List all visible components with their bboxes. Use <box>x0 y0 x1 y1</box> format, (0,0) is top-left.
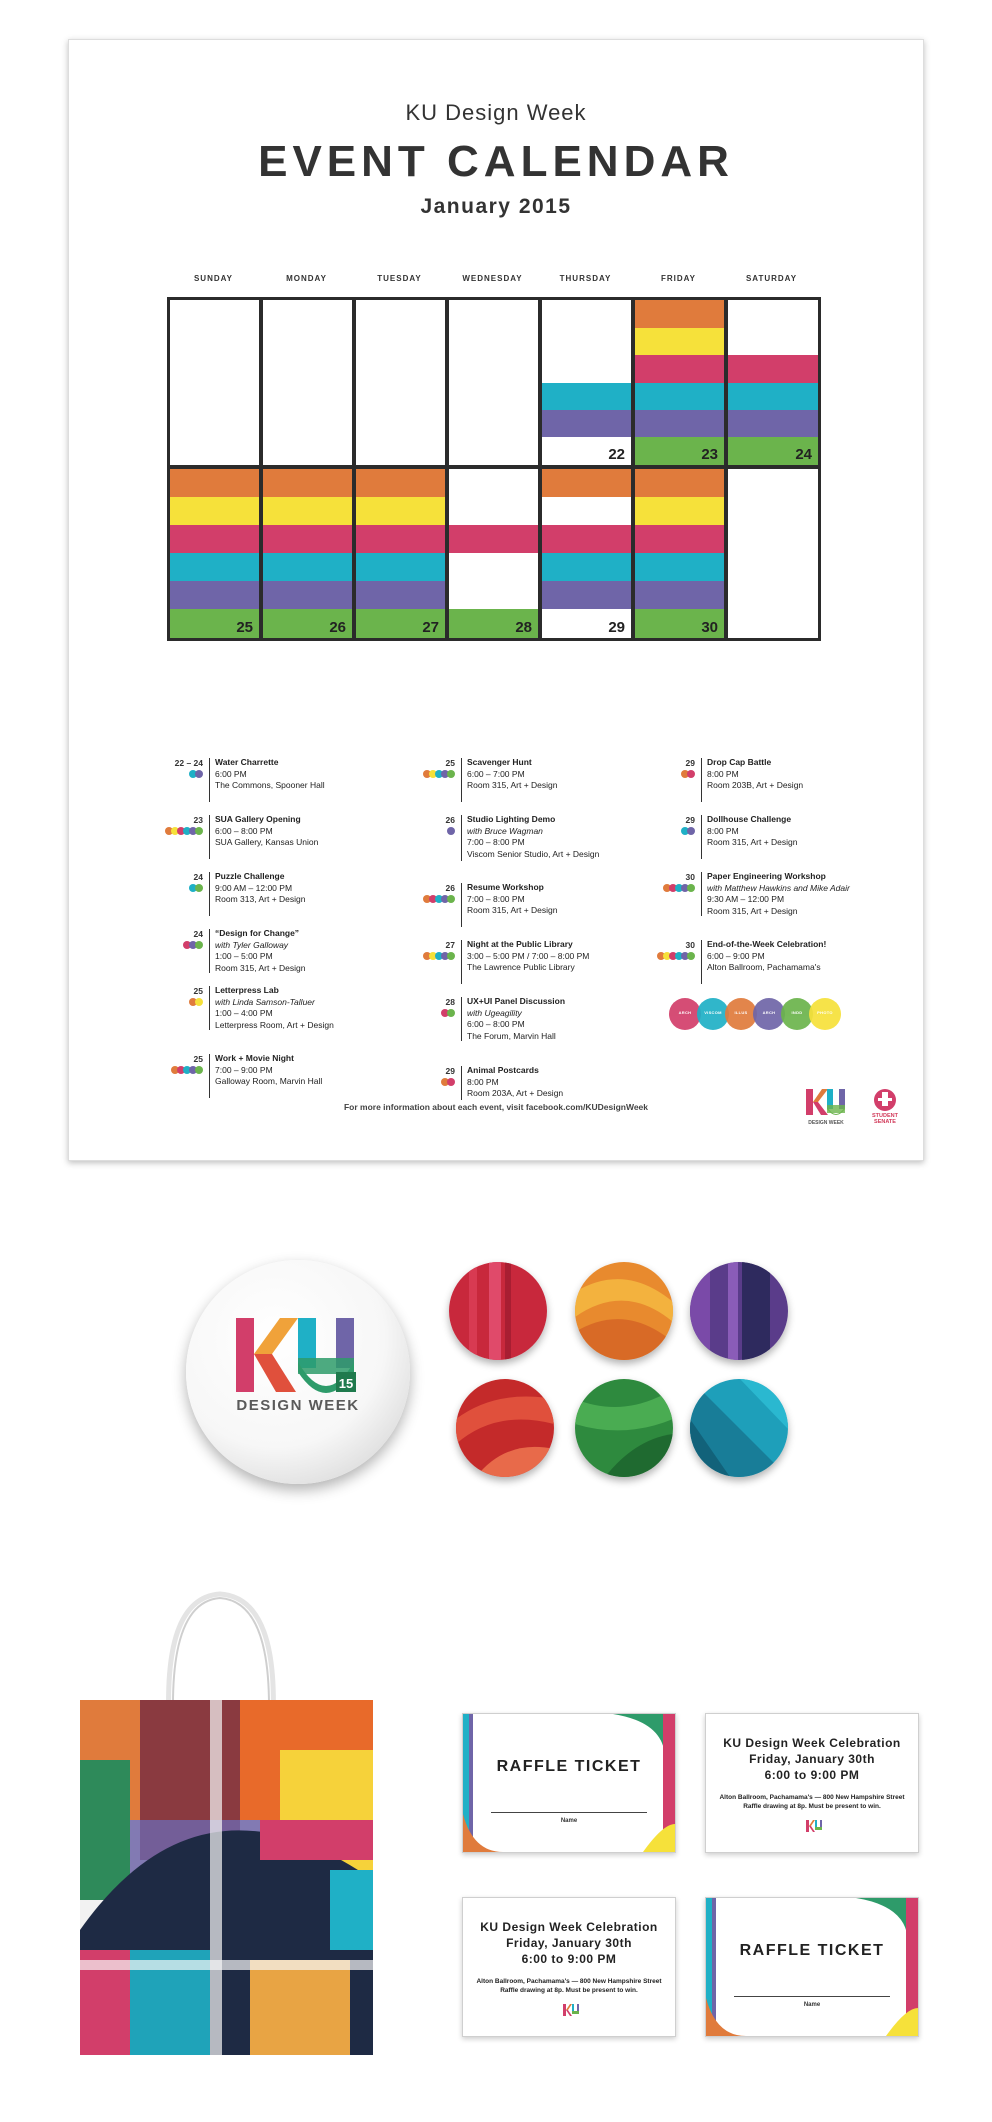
category-dot <box>447 827 455 835</box>
event-bar-pink <box>635 525 724 553</box>
event-bar-cyan <box>170 553 259 581</box>
weekday-tuesday: TUESDAY <box>377 274 422 283</box>
purple-stripe-button <box>690 1262 788 1360</box>
event-item <box>399 939 659 989</box>
event-location: Room 315, Art + Design <box>467 905 558 915</box>
event-item <box>147 928 407 978</box>
celebration-note: Raffle drawing at 8p. Must be present to win. <box>743 1803 881 1810</box>
calendar-cell-empty <box>356 300 445 465</box>
legend-label: VISCOM <box>704 1010 722 1015</box>
name-line <box>491 1812 647 1813</box>
event-title: Scavenger Hunt <box>467 757 532 767</box>
celebration-title: KU Design Week Celebration <box>723 1736 901 1750</box>
divider <box>209 986 210 1030</box>
event-host: with Tyler Galloway <box>215 939 289 950</box>
event-bar-yellow <box>635 328 724 355</box>
divider <box>209 929 210 973</box>
ku-mini-logo <box>806 1820 822 1832</box>
category-dot <box>195 1066 203 1074</box>
name-label: Name <box>560 1818 578 1824</box>
event-location: SUA Gallery, Kansas Union <box>215 837 319 847</box>
category-dot <box>687 827 695 835</box>
weekday-thursday: THURSDAY <box>559 274 612 283</box>
event-date: 25 <box>445 758 455 768</box>
event-date: 28 <box>445 997 455 1007</box>
event-date: 29 <box>685 758 695 768</box>
day-number: 24 <box>795 446 812 463</box>
event-bar-cyan <box>635 553 724 581</box>
ku-mini-logo <box>563 2004 579 2016</box>
celebration-time: 6:00 to 9:00 PM <box>521 1952 617 1966</box>
event-item <box>399 882 659 932</box>
event-category-dots <box>147 998 203 1006</box>
divider <box>461 1066 462 1100</box>
event-bar-pink <box>542 525 631 553</box>
orange-swirl-button <box>575 1262 673 1360</box>
ku-logo-icon <box>232 1314 364 1400</box>
event-bar-purple <box>263 581 352 609</box>
event-title: SUA Gallery Opening <box>215 814 301 824</box>
category-dot <box>195 770 203 778</box>
event-bar-purple <box>728 410 818 437</box>
event-bar-cyan <box>728 383 818 410</box>
calendar-cell-23 <box>635 300 724 465</box>
event-bar-cyan <box>542 553 631 581</box>
weekday-sunday: SUNDAY <box>193 274 234 283</box>
calendar-cell-22 <box>542 300 631 465</box>
event-time: 8:00 PM <box>707 825 739 836</box>
divider <box>701 758 702 802</box>
event-bar-orange <box>170 469 259 497</box>
event-title: “Design for Change” <box>215 928 300 938</box>
category-dot <box>195 941 203 949</box>
event-host: with Matthew Hawkins and Mike Adair <box>707 882 850 893</box>
event-bar-purple <box>542 410 631 437</box>
day-number: 30 <box>701 619 718 636</box>
event-bar-pink <box>170 525 259 553</box>
celebration-card <box>705 1713 919 1853</box>
event-item <box>399 996 659 1046</box>
calendar-cell-27 <box>356 469 445 638</box>
event-item <box>147 985 407 1035</box>
category-dot <box>687 952 695 960</box>
event-location: Galloway Room, Marvin Hall <box>215 1076 323 1086</box>
event-bar-cyan <box>263 553 352 581</box>
legend-circle <box>809 998 841 1030</box>
calendar-cell-25 <box>170 469 259 638</box>
event-category-dots <box>639 770 695 778</box>
legend-label: ILLUS <box>734 1010 748 1015</box>
event-time: 9:30 AM – 12:00 PM <box>707 894 785 904</box>
event-bar-purple <box>170 581 259 609</box>
event-title: Studio Lighting Demo <box>467 814 556 824</box>
logo-caption: DESIGN WEEK <box>808 1120 844 1126</box>
day-number: 25 <box>236 619 253 636</box>
event-item <box>639 814 899 864</box>
event-item <box>147 814 407 864</box>
event-title: Animal Postcards <box>467 1065 539 1075</box>
category-dot <box>447 770 455 778</box>
event-date: 25 <box>193 1054 203 1064</box>
event-bar-yellow <box>263 497 352 525</box>
event-time: 6:00 – 7:00 PM <box>467 768 525 779</box>
raffle-ticket-card <box>462 1713 676 1853</box>
event-bar-cyan <box>542 383 631 410</box>
event-time: 8:00 PM <box>707 768 739 779</box>
event-date: 25 <box>193 986 203 996</box>
celebration-location: Alton Ballroom, Pachamama's — 800 New Hampshire Street <box>719 1794 905 1801</box>
event-title: Dollhouse Challenge <box>707 814 792 824</box>
event-bar-yellow <box>170 497 259 525</box>
divider <box>461 815 462 861</box>
event-title: End-of-the-Week Celebration! <box>707 939 827 949</box>
event-time: 8:00 PM <box>467 1076 499 1087</box>
celebration-note: Raffle drawing at 8p. Must be present to win. <box>500 1987 638 1994</box>
calendar-cell-30 <box>635 469 724 638</box>
category-dot <box>687 884 695 892</box>
event-title: Work + Movie Night <box>215 1053 294 1063</box>
event-location: Room 315, Art + Design <box>215 962 306 973</box>
event-time: 6:00 – 9:00 PM <box>707 950 765 961</box>
divider <box>461 940 462 984</box>
divider <box>461 997 462 1041</box>
event-category-dots <box>399 827 455 835</box>
event-time: 1:00 – 5:00 PM <box>215 951 273 961</box>
category-dot <box>447 1009 455 1017</box>
weekday-wednesday: WEDNESDAY <box>462 274 523 283</box>
event-bar-orange <box>263 469 352 497</box>
category-dot <box>447 952 455 960</box>
event-date: 30 <box>685 940 695 950</box>
poster-title: EVENT CALENDAR <box>258 137 734 186</box>
event-title: Night at the Public Library <box>467 939 573 949</box>
event-bar-yellow <box>356 497 445 525</box>
weekday-friday: FRIDAY <box>660 274 697 283</box>
shopping-bag <box>80 1700 373 2055</box>
legend-label: PHOTO <box>817 1010 833 1015</box>
event-bar-orange <box>356 469 445 497</box>
event-item <box>399 814 659 864</box>
event-location: The Forum, Marvin Hall <box>467 1030 556 1041</box>
event-date: 26 <box>445 883 455 893</box>
event-time: 7:00 – 9:00 PM <box>215 1064 273 1075</box>
event-location: Letterpress Room, Art + Design <box>215 1019 334 1030</box>
event-time: 3:00 – 5:00 PM / 7:00 – 8:00 PM <box>467 950 590 961</box>
event-time: 6:00 – 8:00 PM <box>215 825 273 836</box>
day-number: 27 <box>422 619 439 636</box>
badge-number: 15 <box>338 1376 354 1391</box>
event-time: 6:00 – 8:00 PM <box>467 1019 525 1029</box>
department-legend <box>669 998 849 1036</box>
category-dot <box>195 884 203 892</box>
raffle-title: RAFFLE TICKET <box>739 1942 885 1959</box>
event-date: 27 <box>445 940 455 950</box>
event-date: 29 <box>445 1066 455 1076</box>
poster-subtitle: KU Design Week <box>405 100 587 125</box>
event-location: Room 313, Art + Design <box>215 894 306 904</box>
weekday-saturday: SATURDAY <box>745 274 798 283</box>
event-item <box>639 871 899 921</box>
event-host: with Linda Samson-Talluer <box>215 996 315 1007</box>
calendar-grid <box>167 297 821 641</box>
divider <box>701 815 702 859</box>
event-item <box>399 757 659 807</box>
student-senate-logo <box>865 1087 905 1127</box>
event-bar-yellow <box>635 497 724 525</box>
divider <box>209 1054 210 1098</box>
calendar-cell-24 <box>728 300 818 465</box>
celebration-title: KU Design Week Celebration <box>480 1920 658 1934</box>
event-category-dots <box>399 1009 455 1017</box>
calendar-cell-empty <box>170 300 259 465</box>
category-dot <box>195 998 203 1006</box>
event-item <box>147 757 407 807</box>
ku-design-week-logo <box>804 1087 848 1127</box>
event-category-dots <box>639 884 695 892</box>
event-category-dots <box>399 1078 455 1086</box>
event-location: Room 203A, Art + Design <box>467 1088 564 1098</box>
event-bar-pink <box>356 525 445 553</box>
event-time: 1:00 – 4:00 PM <box>215 1008 273 1018</box>
event-category-dots <box>399 895 455 903</box>
event-location: The Lawrence Public Library <box>467 962 575 972</box>
event-date: 29 <box>685 815 695 825</box>
category-dot <box>687 770 695 778</box>
senate-text: STUDENT SENATE <box>872 1113 898 1125</box>
event-location: Room 315, Art + Design <box>467 780 558 790</box>
event-bar-purple <box>635 410 724 437</box>
event-bar-pink <box>449 525 538 553</box>
event-title: Drop Cap Battle <box>707 757 772 767</box>
event-category-dots <box>147 1066 203 1074</box>
button-caption: DESIGN WEEK <box>236 1397 360 1414</box>
event-date: 23 <box>193 815 203 825</box>
calendar-cell-28 <box>449 469 538 638</box>
calendar-cell-empty <box>728 469 818 638</box>
celebration-time: 6:00 to 9:00 PM <box>764 1768 860 1782</box>
category-dot <box>447 895 455 903</box>
poster-month: January 2015 <box>420 195 572 218</box>
event-category-dots <box>177 770 203 778</box>
event-title: Paper Engineering Workshop <box>707 871 826 881</box>
event-category-dots <box>639 952 695 960</box>
day-number: 22 <box>608 446 625 463</box>
calendar-cell-29 <box>542 469 631 638</box>
divider <box>209 758 210 802</box>
event-bar-cyan <box>356 553 445 581</box>
event-title: Letterpress Lab <box>215 985 279 995</box>
event-category-dots <box>399 952 455 960</box>
event-date: 26 <box>445 815 455 825</box>
celebration-date: Friday, January 30th <box>506 1936 632 1950</box>
green-swirl-button <box>575 1379 673 1477</box>
divider <box>701 872 702 916</box>
calendar-cell-26 <box>263 469 352 638</box>
event-category-dots <box>147 827 203 835</box>
event-bar-pink <box>263 525 352 553</box>
event-category-dots <box>147 941 203 949</box>
celebration-date: Friday, January 30th <box>749 1752 875 1766</box>
event-location: Alton Ballroom, Pachamama's <box>707 962 821 972</box>
event-title: Puzzle Challenge <box>215 871 285 881</box>
legend-label: ARCH <box>762 1010 776 1015</box>
event-item <box>639 939 899 989</box>
event-date: 30 <box>685 872 695 882</box>
event-time: 6:00 PM <box>215 768 247 779</box>
event-location: The Commons, Spooner Hall <box>215 780 325 790</box>
divider <box>209 815 210 859</box>
raffle-title: RAFFLE TICKET <box>496 1758 642 1775</box>
event-bar-purple <box>635 581 724 609</box>
event-bar-purple <box>542 581 631 609</box>
day-number: 23 <box>701 446 718 463</box>
event-item <box>147 1053 407 1103</box>
event-title: Resume Workshop <box>467 882 544 892</box>
category-dot <box>195 827 203 835</box>
event-bar-pink <box>635 355 724 383</box>
poster-footer: For more information about each event, visit facebook.com/KUDesignWeek <box>343 1102 649 1112</box>
event-item <box>639 757 899 807</box>
event-location: Room 315, Art + Design <box>707 905 798 916</box>
legend-label: INDD <box>791 1010 803 1015</box>
teal-geometric-button <box>690 1379 788 1477</box>
day-number: 26 <box>329 619 346 636</box>
event-category-dots <box>639 827 695 835</box>
event-bar-purple <box>356 581 445 609</box>
event-time: 7:00 – 8:00 PM <box>467 893 525 904</box>
divider <box>209 872 210 916</box>
event-bar-pink <box>728 355 818 383</box>
event-item <box>147 871 407 921</box>
divider <box>461 883 462 927</box>
red-swirl-button <box>456 1379 554 1477</box>
weekday-monday: MONDAY <box>286 274 327 283</box>
red-stripe-button <box>449 1262 547 1360</box>
event-time: 7:00 – 8:00 PM <box>467 837 525 847</box>
legend-label: ARCH <box>678 1010 692 1015</box>
name-line <box>734 1996 890 1997</box>
day-number: 28 <box>515 619 532 636</box>
event-bar-orange <box>635 300 724 328</box>
event-bar-orange <box>542 469 631 497</box>
divider <box>461 758 462 802</box>
event-date: 22 – 24 <box>174 758 203 768</box>
event-host: with Ugeagility <box>467 1007 522 1018</box>
event-location: Room 315, Art + Design <box>707 837 798 847</box>
weekday-header <box>167 274 821 286</box>
raffle-ticket-card <box>705 1897 919 2037</box>
calendar-cell-empty <box>449 300 538 465</box>
event-title: UX+UI Panel Discussion <box>467 996 566 1006</box>
category-dot <box>447 1078 455 1086</box>
celebration-card <box>462 1897 676 2037</box>
event-bar-orange <box>635 469 724 497</box>
event-time: 9:00 AM – 12:00 PM <box>215 882 293 893</box>
event-location: Room 203B, Art + Design <box>707 780 804 790</box>
day-number: 29 <box>608 619 625 636</box>
name-label: Name <box>803 2002 821 2008</box>
event-location: Viscom Senior Studio, Art + Design <box>467 848 600 859</box>
event-host: with Bruce Wagman <box>467 825 543 836</box>
ku-design-week-button <box>186 1260 410 1484</box>
event-category-dots <box>399 770 455 778</box>
event-date: 24 <box>193 929 203 939</box>
event-bar-cyan <box>635 383 724 410</box>
event-calendar-poster <box>68 39 924 1161</box>
event-category-dots <box>147 884 203 892</box>
calendar-cell-empty <box>263 300 352 465</box>
event-title: Water Charrette <box>215 757 279 767</box>
divider <box>701 940 702 984</box>
celebration-location: Alton Ballroom, Pachamama's — 800 New Hampshire Street <box>476 1978 662 1985</box>
event-date: 24 <box>193 872 203 882</box>
